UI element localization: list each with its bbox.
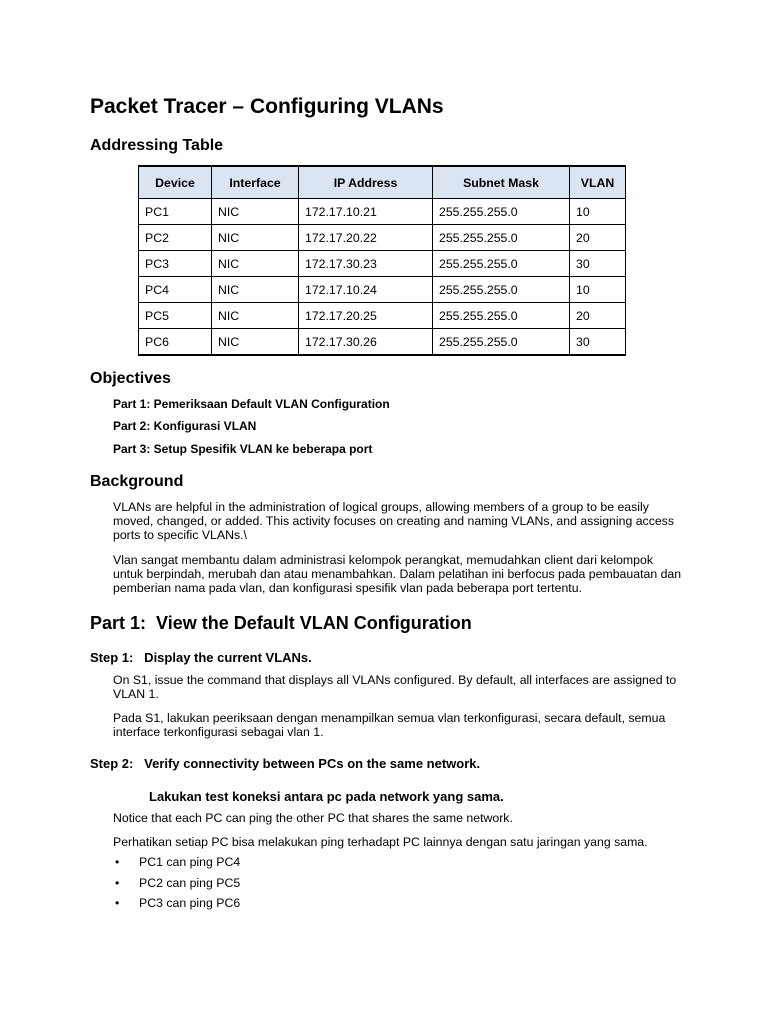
cell-device: PC2	[139, 225, 212, 251]
background-heading: Background	[90, 473, 184, 490]
addressing-table	[138, 165, 626, 356]
cell-vlan: 30	[570, 329, 626, 356]
cell-device: PC5	[139, 303, 212, 329]
cell-vlan: 10	[570, 199, 626, 225]
objective-part-2: Part 2: Konfigurasi VLAN	[113, 419, 257, 433]
cell-subnet-mask: 255.255.255.0	[433, 199, 570, 225]
cell-device: PC3	[139, 251, 212, 277]
cell-ip-address: 172.17.30.23	[299, 251, 433, 277]
cell-ip-address: 172.17.10.21	[299, 199, 433, 225]
cell-ip-address: 172.17.30.26	[299, 329, 433, 356]
step2-paragraph-id: Perhatikan setiap PC bisa melakukan ping terhadapt PC lainnya dengan satu jaringan yang sama.	[113, 835, 648, 849]
cell-subnet-mask: 255.255.255.0	[433, 251, 570, 277]
cell-vlan: 20	[570, 225, 626, 251]
cell-interface: NIC	[212, 199, 299, 225]
cell-vlan: 30	[570, 251, 626, 277]
list-item	[113, 855, 240, 876]
table-row	[139, 251, 626, 277]
step2-paragraph-en: Notice that each PC can ping the other PC that shares the same network.	[113, 811, 513, 825]
column-header-vlan: VLAN	[570, 166, 626, 199]
background-paragraph-en: VLANs are helpful in the administration of logical groups, allowing members of a group to be easily moved, changed, or added. This activity focuses on creating and naming VLANs, and assigning access ports to specific VLANs.\	[113, 500, 674, 542]
table-row	[139, 329, 626, 356]
list-item-text: PC1 can ping PC4	[139, 855, 241, 869]
ping-result-list	[113, 855, 240, 917]
cell-device: PC4	[139, 277, 212, 303]
background-paragraph-id: Vlan sangat membantu dalam administrasi kelompok perangkat, memudahkan client dari kelompok untuk berpindah, merubah dan atau menambahkan. Dalam pelatihan ini berfocus pada pembauatan dan pemberian nama pada vlan, dan konfigurasi spesifik vlan pada beberapa port tertentu.	[113, 553, 682, 595]
table-row	[139, 277, 626, 303]
step1-heading: Step 1: Display the current VLANs.	[90, 650, 312, 665]
bullet-icon: •	[115, 855, 120, 869]
cell-interface: NIC	[212, 303, 299, 329]
bullet-icon: •	[115, 896, 120, 910]
column-header-ip-address: IP Address	[299, 166, 433, 199]
part1-heading: Part 1: View the Default VLAN Configuration	[90, 613, 472, 633]
cell-ip-address: 172.17.10.24	[299, 277, 433, 303]
cell-subnet-mask: 255.255.255.0	[433, 303, 570, 329]
cell-interface: NIC	[212, 329, 299, 356]
step1-paragraph-id: Pada S1, lakukan peeriksaan dengan menampilkan semua vlan terkonfigurasi, secara default, semua interface terkonfigurasi sebagai vlan 1.	[113, 711, 666, 739]
cell-device: PC1	[139, 199, 212, 225]
step2-subheading: Lakukan test koneksi antara pc pada network yang sama.	[149, 789, 504, 804]
cell-ip-address: 172.17.20.25	[299, 303, 433, 329]
step2-heading: Step 2: Verify connectivity between PCs on the same network.	[90, 756, 481, 771]
objectives-heading: Objectives	[90, 370, 171, 387]
list-item	[113, 876, 240, 897]
list-item	[113, 896, 240, 917]
list-item-text: PC2 can ping PC5	[139, 875, 241, 890]
column-header-device: Device	[139, 166, 212, 199]
addressing-table-heading: Addressing Table	[90, 137, 224, 154]
table-header-row	[139, 166, 626, 199]
cell-vlan: 10	[570, 277, 626, 303]
cell-subnet-mask: 255.255.255.0	[433, 329, 570, 356]
cell-ip-address: 172.17.20.22	[299, 225, 433, 251]
table-row	[139, 303, 626, 329]
cell-interface: NIC	[212, 225, 299, 251]
objective-part-1: Part 1: Pemeriksaan Default VLAN Configuration	[113, 397, 390, 411]
column-header-subnet-mask: Subnet Mask	[433, 166, 570, 199]
table-row	[139, 225, 626, 251]
bullet-icon: •	[115, 875, 120, 890]
column-header-interface: Interface	[212, 166, 299, 199]
cell-vlan: 20	[570, 303, 626, 329]
cell-interface: NIC	[212, 251, 299, 277]
cell-interface: NIC	[212, 277, 299, 303]
objective-part-3: Part 3: Setup Spesifik VLAN ke beberapa port	[113, 442, 373, 456]
cell-subnet-mask: 255.255.255.0	[433, 225, 570, 251]
step1-paragraph-en: On S1, issue the command that displays all VLANs configured. By default, all interfaces are assigned to VLAN 1.	[113, 673, 677, 701]
table-row	[139, 199, 626, 225]
cell-device: PC6	[139, 329, 212, 356]
document-title: Packet Tracer – Configuring VLANs	[90, 95, 444, 118]
cell-subnet-mask: 255.255.255.0	[433, 277, 570, 303]
list-item-text: PC3 can ping PC6	[139, 896, 241, 910]
